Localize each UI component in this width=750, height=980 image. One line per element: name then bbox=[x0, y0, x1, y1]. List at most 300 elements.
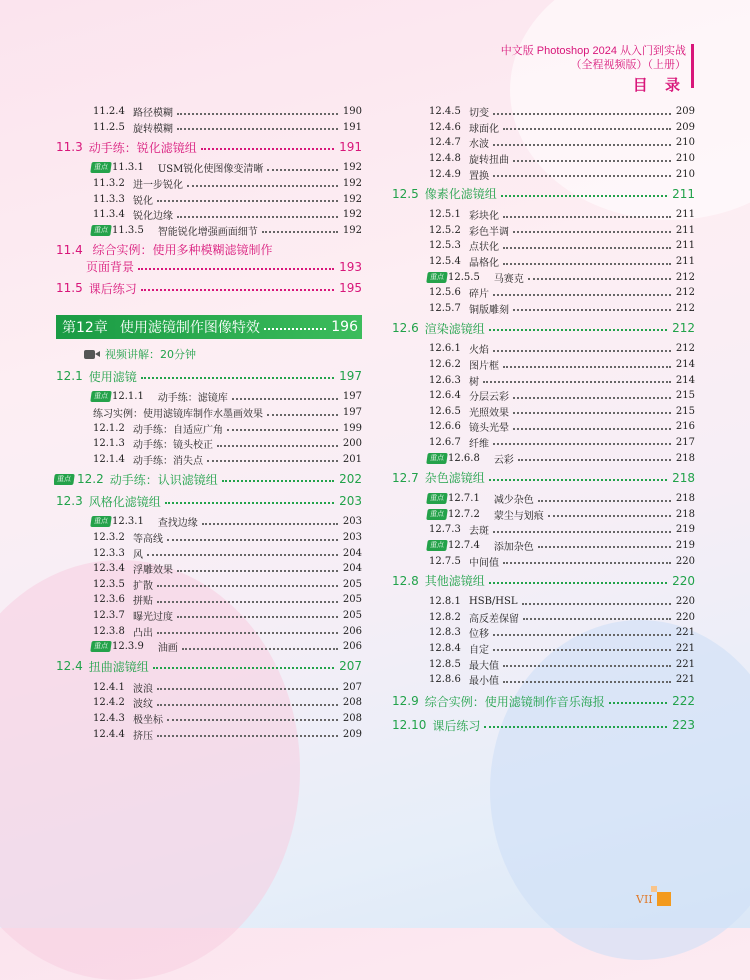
toc-section-12-2[interactable] bbox=[54, 470, 362, 488]
dot-leader bbox=[165, 502, 334, 504]
toc-item[interactable] bbox=[56, 120, 362, 136]
toc-item[interactable] bbox=[56, 695, 362, 711]
section-page: 220 bbox=[672, 573, 695, 588]
toc-item[interactable] bbox=[392, 269, 695, 285]
item-title: 火焰 bbox=[469, 345, 489, 357]
dot-leader bbox=[157, 704, 338, 706]
section-number: 12.9 bbox=[392, 694, 419, 709]
item-number: 12.5.7 bbox=[429, 302, 461, 314]
item-number: 12.1.2 bbox=[93, 422, 125, 434]
item-title: 分层云彩 bbox=[469, 392, 509, 404]
toc-item[interactable] bbox=[56, 436, 362, 452]
dot-leader bbox=[493, 294, 671, 296]
item-page: 210 bbox=[675, 168, 695, 180]
item-number: 12.6.8 bbox=[448, 452, 480, 464]
toc-section-12-1[interactable] bbox=[56, 367, 362, 385]
item-page: 212 bbox=[675, 287, 695, 299]
dot-leader bbox=[227, 429, 338, 431]
toc-item[interactable] bbox=[56, 191, 362, 207]
toc-item[interactable] bbox=[392, 254, 695, 270]
item-page: 204 bbox=[342, 563, 362, 575]
item-number: 12.5.2 bbox=[429, 224, 461, 236]
toc-section-12-3[interactable] bbox=[56, 492, 362, 510]
toc-section-12-5[interactable] bbox=[392, 185, 695, 203]
item-page: 205 bbox=[342, 594, 362, 606]
key-point-badge: 重点 bbox=[426, 540, 448, 551]
section-page: 195 bbox=[339, 281, 362, 296]
item-number: 11.3.5 bbox=[112, 224, 144, 236]
dot-leader bbox=[513, 309, 671, 311]
item-title: 晶格化 bbox=[469, 258, 499, 270]
page-corner-mark bbox=[657, 892, 671, 906]
toc-item[interactable] bbox=[392, 522, 695, 538]
section-title: 动手练：锐化滤镜组 bbox=[88, 140, 197, 155]
key-point-badge: 重点 bbox=[90, 391, 112, 402]
item-title: 练习实例：使用滤镜库制作水墨画效果 bbox=[93, 409, 263, 421]
dot-leader bbox=[157, 601, 338, 603]
dot-leader bbox=[518, 459, 671, 461]
item-number: 11.2.4 bbox=[93, 106, 125, 118]
toc-item[interactable] bbox=[56, 561, 362, 577]
item-page: 211 bbox=[675, 209, 695, 221]
item-page: 217 bbox=[675, 436, 695, 448]
page-number bbox=[636, 892, 671, 906]
item-title: 碎片 bbox=[469, 289, 489, 301]
dot-leader bbox=[177, 216, 338, 218]
section-title: 像素化滤镜组 bbox=[424, 187, 497, 202]
toc-item[interactable] bbox=[392, 538, 695, 554]
dot-leader bbox=[267, 169, 338, 171]
book-title: 中文版 Photoshop 2024 从入门到实战 bbox=[500, 45, 686, 57]
section-title: 综合实例：使用滤镜制作音乐海报 bbox=[424, 694, 605, 709]
item-page: 197 bbox=[342, 407, 362, 419]
dot-leader bbox=[548, 515, 671, 517]
toc-item[interactable] bbox=[392, 372, 695, 388]
toc-item[interactable] bbox=[56, 679, 362, 695]
item-page: 206 bbox=[342, 625, 362, 637]
toc-item[interactable] bbox=[392, 625, 695, 641]
dot-leader bbox=[177, 570, 338, 572]
item-page: 203 bbox=[342, 516, 362, 528]
item-page: 191 bbox=[342, 121, 362, 133]
item-title: 动手练：镜头校正 bbox=[133, 440, 213, 452]
item-title: 添加杂色 bbox=[493, 541, 534, 553]
item-title: 球面化 bbox=[469, 123, 499, 135]
toc-item[interactable] bbox=[56, 608, 362, 624]
dot-leader bbox=[177, 616, 338, 618]
key-point-badge: 重点 bbox=[90, 641, 112, 652]
item-title: 纤维 bbox=[469, 438, 489, 450]
item-page: 211 bbox=[675, 240, 695, 252]
item-page: 192 bbox=[342, 178, 362, 190]
item-title: 马赛克 bbox=[493, 273, 524, 285]
dot-leader bbox=[201, 148, 334, 150]
item-page: 221 bbox=[675, 642, 695, 654]
item-number: 12.4.7 bbox=[429, 137, 461, 149]
dot-leader bbox=[147, 554, 338, 556]
item-title: 智能锐化增强画面细节 bbox=[157, 226, 258, 238]
item-title: 树 bbox=[469, 376, 479, 388]
toc-section-12-6[interactable] bbox=[392, 319, 695, 337]
item-number: 12.5.1 bbox=[429, 209, 461, 221]
item-title: 镜头光晕 bbox=[469, 423, 509, 435]
item-title: 云彩 bbox=[493, 454, 514, 466]
toc-item[interactable] bbox=[56, 726, 362, 742]
item-number: 12.4.8 bbox=[429, 153, 461, 165]
toc-section-11-5[interactable] bbox=[56, 279, 362, 297]
item-page: 208 bbox=[342, 712, 362, 724]
toc-item[interactable] bbox=[56, 514, 362, 530]
toc-item[interactable] bbox=[56, 639, 362, 655]
item-page: 214 bbox=[675, 374, 695, 386]
dot-leader bbox=[157, 632, 338, 634]
item-number: 12.3.3 bbox=[93, 547, 125, 559]
toc-item[interactable] bbox=[56, 623, 362, 639]
header-accent-bar bbox=[691, 44, 694, 88]
item-number: 12.3.7 bbox=[93, 609, 125, 621]
toc-item[interactable] bbox=[56, 160, 362, 176]
section-number: 12.5 bbox=[392, 186, 419, 201]
item-title: 等高线 bbox=[133, 534, 163, 546]
item-title: 水波 bbox=[469, 139, 489, 151]
toc-item[interactable] bbox=[56, 176, 362, 192]
toc-item[interactable] bbox=[392, 341, 695, 357]
item-title: 极坐标 bbox=[133, 714, 163, 726]
dot-leader bbox=[493, 113, 671, 115]
toc-item[interactable] bbox=[392, 357, 695, 373]
item-page: 192 bbox=[342, 162, 362, 174]
dot-leader bbox=[207, 460, 338, 462]
section-number: 11.3 bbox=[56, 140, 83, 155]
item-number: 12.6.7 bbox=[429, 436, 461, 448]
item-number: 11.3.3 bbox=[93, 193, 125, 205]
toc-item[interactable] bbox=[56, 207, 362, 223]
item-number: 12.8.1 bbox=[429, 596, 461, 608]
dot-leader bbox=[522, 603, 671, 605]
item-title: 动手练：滤镜库 bbox=[157, 393, 228, 405]
toc-item[interactable] bbox=[392, 166, 695, 182]
item-page: 216 bbox=[675, 421, 695, 433]
toc-section-12-9[interactable] bbox=[392, 692, 695, 710]
toc-item[interactable] bbox=[56, 577, 362, 593]
item-number: 12.4.1 bbox=[93, 681, 125, 693]
dot-leader bbox=[523, 618, 671, 620]
dot-leader bbox=[262, 231, 338, 233]
dot-leader bbox=[153, 667, 334, 669]
item-title: 图片框 bbox=[469, 361, 499, 373]
item-page: 211 bbox=[675, 256, 695, 268]
toc-section-12-8[interactable] bbox=[392, 572, 695, 590]
section-title: 其他滤镜组 bbox=[424, 574, 485, 589]
key-point-badge: 重点 bbox=[426, 453, 448, 464]
item-title: 进一步锐化 bbox=[133, 180, 183, 192]
item-title: 自定 bbox=[469, 644, 489, 656]
item-number: 12.1.3 bbox=[93, 438, 125, 450]
item-page: 206 bbox=[342, 641, 362, 653]
item-page: 219 bbox=[675, 539, 695, 551]
item-title: 最大值 bbox=[469, 660, 499, 672]
dot-leader bbox=[187, 185, 338, 187]
toc-item[interactable] bbox=[392, 285, 695, 301]
dot-leader bbox=[177, 128, 338, 130]
item-page: 209 bbox=[675, 121, 695, 133]
dot-leader bbox=[503, 128, 671, 130]
item-number: 12.4.4 bbox=[93, 728, 125, 740]
toc-item[interactable] bbox=[392, 450, 695, 466]
item-page: 205 bbox=[342, 609, 362, 621]
toc-chapter-12[interactable] bbox=[56, 315, 362, 339]
dot-leader bbox=[202, 523, 338, 525]
item-title: USM锐化使图像变清晰 bbox=[157, 164, 264, 176]
toc-item[interactable] bbox=[392, 491, 695, 507]
item-number: 12.4.5 bbox=[429, 106, 461, 118]
dot-leader bbox=[493, 175, 671, 177]
dot-leader bbox=[493, 531, 671, 533]
dot-leader bbox=[157, 200, 338, 202]
item-number: 12.8.5 bbox=[429, 658, 461, 670]
dot-leader bbox=[609, 702, 667, 704]
section-page: 207 bbox=[339, 659, 362, 674]
dot-leader bbox=[493, 649, 671, 651]
chapter-number: 第12章 bbox=[62, 320, 108, 337]
dot-leader bbox=[217, 445, 338, 447]
dot-leader bbox=[157, 735, 338, 737]
section-title: 课后练习 bbox=[88, 281, 137, 296]
item-title: 油画 bbox=[157, 643, 178, 655]
item-title: 扩散 bbox=[133, 580, 153, 592]
toc-item[interactable] bbox=[392, 388, 695, 404]
toc-item[interactable] bbox=[392, 609, 695, 625]
dot-leader bbox=[503, 562, 671, 564]
dot-leader bbox=[503, 681, 671, 683]
item-title: 凸出 bbox=[133, 627, 153, 639]
toc-item[interactable] bbox=[392, 404, 695, 420]
item-number: 12.6.3 bbox=[429, 374, 461, 386]
item-title: 蒙尘与划痕 bbox=[493, 510, 544, 522]
item-number: 12.3.2 bbox=[93, 532, 125, 544]
item-number: 11.3.1 bbox=[112, 162, 144, 174]
item-page: 218 bbox=[675, 493, 695, 505]
toc-item[interactable] bbox=[392, 120, 695, 136]
toc-section-12-4[interactable] bbox=[56, 657, 362, 675]
item-title: 最小值 bbox=[469, 676, 499, 688]
section-page: 223 bbox=[672, 718, 695, 733]
key-point-badge: 重点 bbox=[426, 509, 448, 520]
toc-practice-item[interactable] bbox=[56, 405, 362, 421]
section-title: 使用滤镜 bbox=[88, 369, 137, 384]
toc-item[interactable] bbox=[392, 435, 695, 451]
page-header bbox=[501, 44, 686, 95]
item-page: 197 bbox=[342, 391, 362, 403]
item-page: 201 bbox=[342, 453, 362, 465]
dot-leader bbox=[513, 160, 671, 162]
section-number: 11.5 bbox=[56, 281, 83, 296]
item-page: 199 bbox=[342, 422, 362, 434]
item-number: 12.5.4 bbox=[429, 256, 461, 268]
item-page: 210 bbox=[675, 137, 695, 149]
toc-item[interactable] bbox=[392, 151, 695, 167]
chapter-page: 196 bbox=[331, 319, 358, 336]
key-point-badge: 重点 bbox=[54, 474, 75, 485]
item-number: 11.3.2 bbox=[93, 178, 125, 190]
item-page: 192 bbox=[342, 209, 362, 221]
toc-item[interactable] bbox=[56, 530, 362, 546]
dot-leader bbox=[489, 479, 667, 481]
item-title: 拼贴 bbox=[133, 596, 153, 608]
key-point-badge: 重点 bbox=[90, 225, 112, 236]
toc-item[interactable] bbox=[392, 207, 695, 223]
item-title: 置换 bbox=[469, 170, 489, 182]
toc-item[interactable] bbox=[392, 104, 695, 120]
item-number: 12.6.4 bbox=[429, 390, 461, 402]
item-number: 11.2.5 bbox=[93, 121, 125, 133]
section-number: 12.10 bbox=[392, 718, 427, 733]
toc-section-11-4[interactable] bbox=[56, 241, 362, 275]
dot-leader bbox=[493, 443, 671, 445]
dot-leader bbox=[177, 113, 338, 115]
item-number: 11.3.4 bbox=[93, 209, 125, 221]
dot-leader bbox=[528, 278, 671, 280]
item-page: 205 bbox=[342, 578, 362, 590]
dot-leader bbox=[489, 329, 667, 331]
page-number-text: VII bbox=[636, 892, 653, 906]
item-number: 12.6.6 bbox=[429, 421, 461, 433]
dot-leader bbox=[493, 144, 671, 146]
section-title: 杂色滤镜组 bbox=[424, 471, 485, 486]
item-page: 210 bbox=[675, 153, 695, 165]
section-page: 222 bbox=[672, 694, 695, 709]
item-title: 彩色半调 bbox=[469, 226, 509, 238]
toc-item[interactable] bbox=[56, 711, 362, 727]
section-number: 12.4 bbox=[56, 659, 83, 674]
dot-leader bbox=[222, 480, 334, 482]
item-title: 旋转模糊 bbox=[133, 123, 173, 135]
dot-leader bbox=[538, 546, 671, 548]
toc-item[interactable] bbox=[392, 553, 695, 569]
item-page: 190 bbox=[342, 106, 362, 118]
item-title: 彩块化 bbox=[469, 211, 499, 223]
item-page: 211 bbox=[675, 224, 695, 236]
dot-leader bbox=[493, 350, 671, 352]
toc-item[interactable] bbox=[392, 506, 695, 522]
toc-item[interactable] bbox=[56, 223, 362, 239]
dot-leader bbox=[267, 414, 338, 416]
toc-section-12-7[interactable] bbox=[392, 469, 695, 487]
key-point-badge: 重点 bbox=[90, 162, 112, 173]
item-number: 12.4.9 bbox=[429, 168, 461, 180]
section-number: 12.1 bbox=[56, 369, 83, 384]
toc-item[interactable] bbox=[392, 135, 695, 151]
toc-item[interactable] bbox=[56, 545, 362, 561]
dot-leader bbox=[138, 268, 334, 270]
item-title: 旋转扭曲 bbox=[469, 155, 509, 167]
dot-leader bbox=[484, 726, 667, 728]
item-number: 12.1.4 bbox=[93, 453, 125, 465]
section-page: 191 bbox=[339, 140, 362, 155]
item-number: 12.6.1 bbox=[429, 343, 461, 355]
item-title: HSB/HSL bbox=[469, 596, 518, 608]
item-number: 12.3.8 bbox=[93, 625, 125, 637]
dot-leader bbox=[503, 665, 671, 667]
video-label: 视频讲解：20分钟 bbox=[105, 348, 196, 362]
section-title: 风格化滤镜组 bbox=[88, 494, 161, 509]
item-number: 12.3.5 bbox=[93, 578, 125, 590]
section-number: 12.2 bbox=[77, 472, 104, 487]
item-number: 12.3.6 bbox=[93, 594, 125, 606]
item-page: 220 bbox=[675, 596, 695, 608]
dot-leader bbox=[513, 428, 671, 430]
toc-item[interactable] bbox=[392, 656, 695, 672]
section-number: 12.8 bbox=[392, 573, 419, 588]
item-title: 高反差保留 bbox=[469, 613, 519, 625]
toc-item[interactable] bbox=[392, 419, 695, 435]
item-number: 12.3.1 bbox=[112, 516, 144, 528]
toc-item[interactable] bbox=[56, 420, 362, 436]
key-point-badge: 重点 bbox=[426, 272, 448, 283]
section-title: 综合实例：使用多种模糊滤镜制作 bbox=[92, 243, 273, 258]
dot-leader bbox=[513, 412, 671, 414]
toc-item[interactable] bbox=[392, 301, 695, 317]
item-title: 动手练：自适应广角 bbox=[133, 424, 223, 436]
dot-leader bbox=[157, 585, 338, 587]
item-number: 12.3.9 bbox=[112, 641, 144, 653]
item-page: 208 bbox=[342, 697, 362, 709]
toc-item[interactable] bbox=[392, 594, 695, 610]
toc-section-11-3[interactable] bbox=[56, 138, 362, 156]
dot-leader bbox=[513, 397, 671, 399]
toc-item[interactable] bbox=[392, 223, 695, 239]
item-title: 点状化 bbox=[469, 242, 499, 254]
item-title: 查找边缘 bbox=[157, 518, 198, 530]
toc-item[interactable] bbox=[56, 592, 362, 608]
item-title: 挤压 bbox=[133, 730, 153, 742]
item-number: 12.1.1 bbox=[112, 391, 144, 403]
toc-item[interactable] bbox=[392, 238, 695, 254]
dot-leader bbox=[501, 195, 667, 197]
dot-leader bbox=[503, 263, 671, 265]
toc-item[interactable] bbox=[392, 672, 695, 688]
toc-section-12-10[interactable] bbox=[392, 716, 695, 734]
section-number: 12.3 bbox=[56, 494, 83, 509]
item-page: 209 bbox=[675, 106, 695, 118]
toc-item[interactable] bbox=[56, 452, 362, 468]
section-number: 12.7 bbox=[392, 470, 419, 485]
key-point-badge: 重点 bbox=[90, 516, 112, 527]
toc-item[interactable] bbox=[56, 389, 362, 405]
book-subtitle: （全程视频版）（上册） bbox=[570, 59, 686, 71]
item-number: 12.6.5 bbox=[429, 405, 461, 417]
toc-item[interactable] bbox=[56, 104, 362, 120]
item-number: 12.7.2 bbox=[448, 508, 480, 520]
item-page: 203 bbox=[342, 532, 362, 544]
item-page: 200 bbox=[342, 438, 362, 450]
section-page: 193 bbox=[339, 259, 362, 274]
toc-item[interactable] bbox=[392, 641, 695, 657]
item-number: 12.7.3 bbox=[429, 524, 461, 536]
item-number: 12.5.5 bbox=[448, 271, 480, 283]
item-page: 221 bbox=[675, 627, 695, 639]
item-number: 12.8.4 bbox=[429, 642, 461, 654]
item-page: 215 bbox=[675, 390, 695, 402]
item-number: 12.4.6 bbox=[429, 121, 461, 133]
item-page: 209 bbox=[342, 728, 362, 740]
section-title: 扭曲滤镜组 bbox=[88, 659, 149, 674]
dot-leader bbox=[513, 231, 671, 233]
item-title: 铜版雕刻 bbox=[469, 304, 509, 316]
item-number: 12.8.6 bbox=[429, 674, 461, 686]
item-page: 192 bbox=[342, 193, 362, 205]
item-page: 220 bbox=[675, 555, 695, 567]
